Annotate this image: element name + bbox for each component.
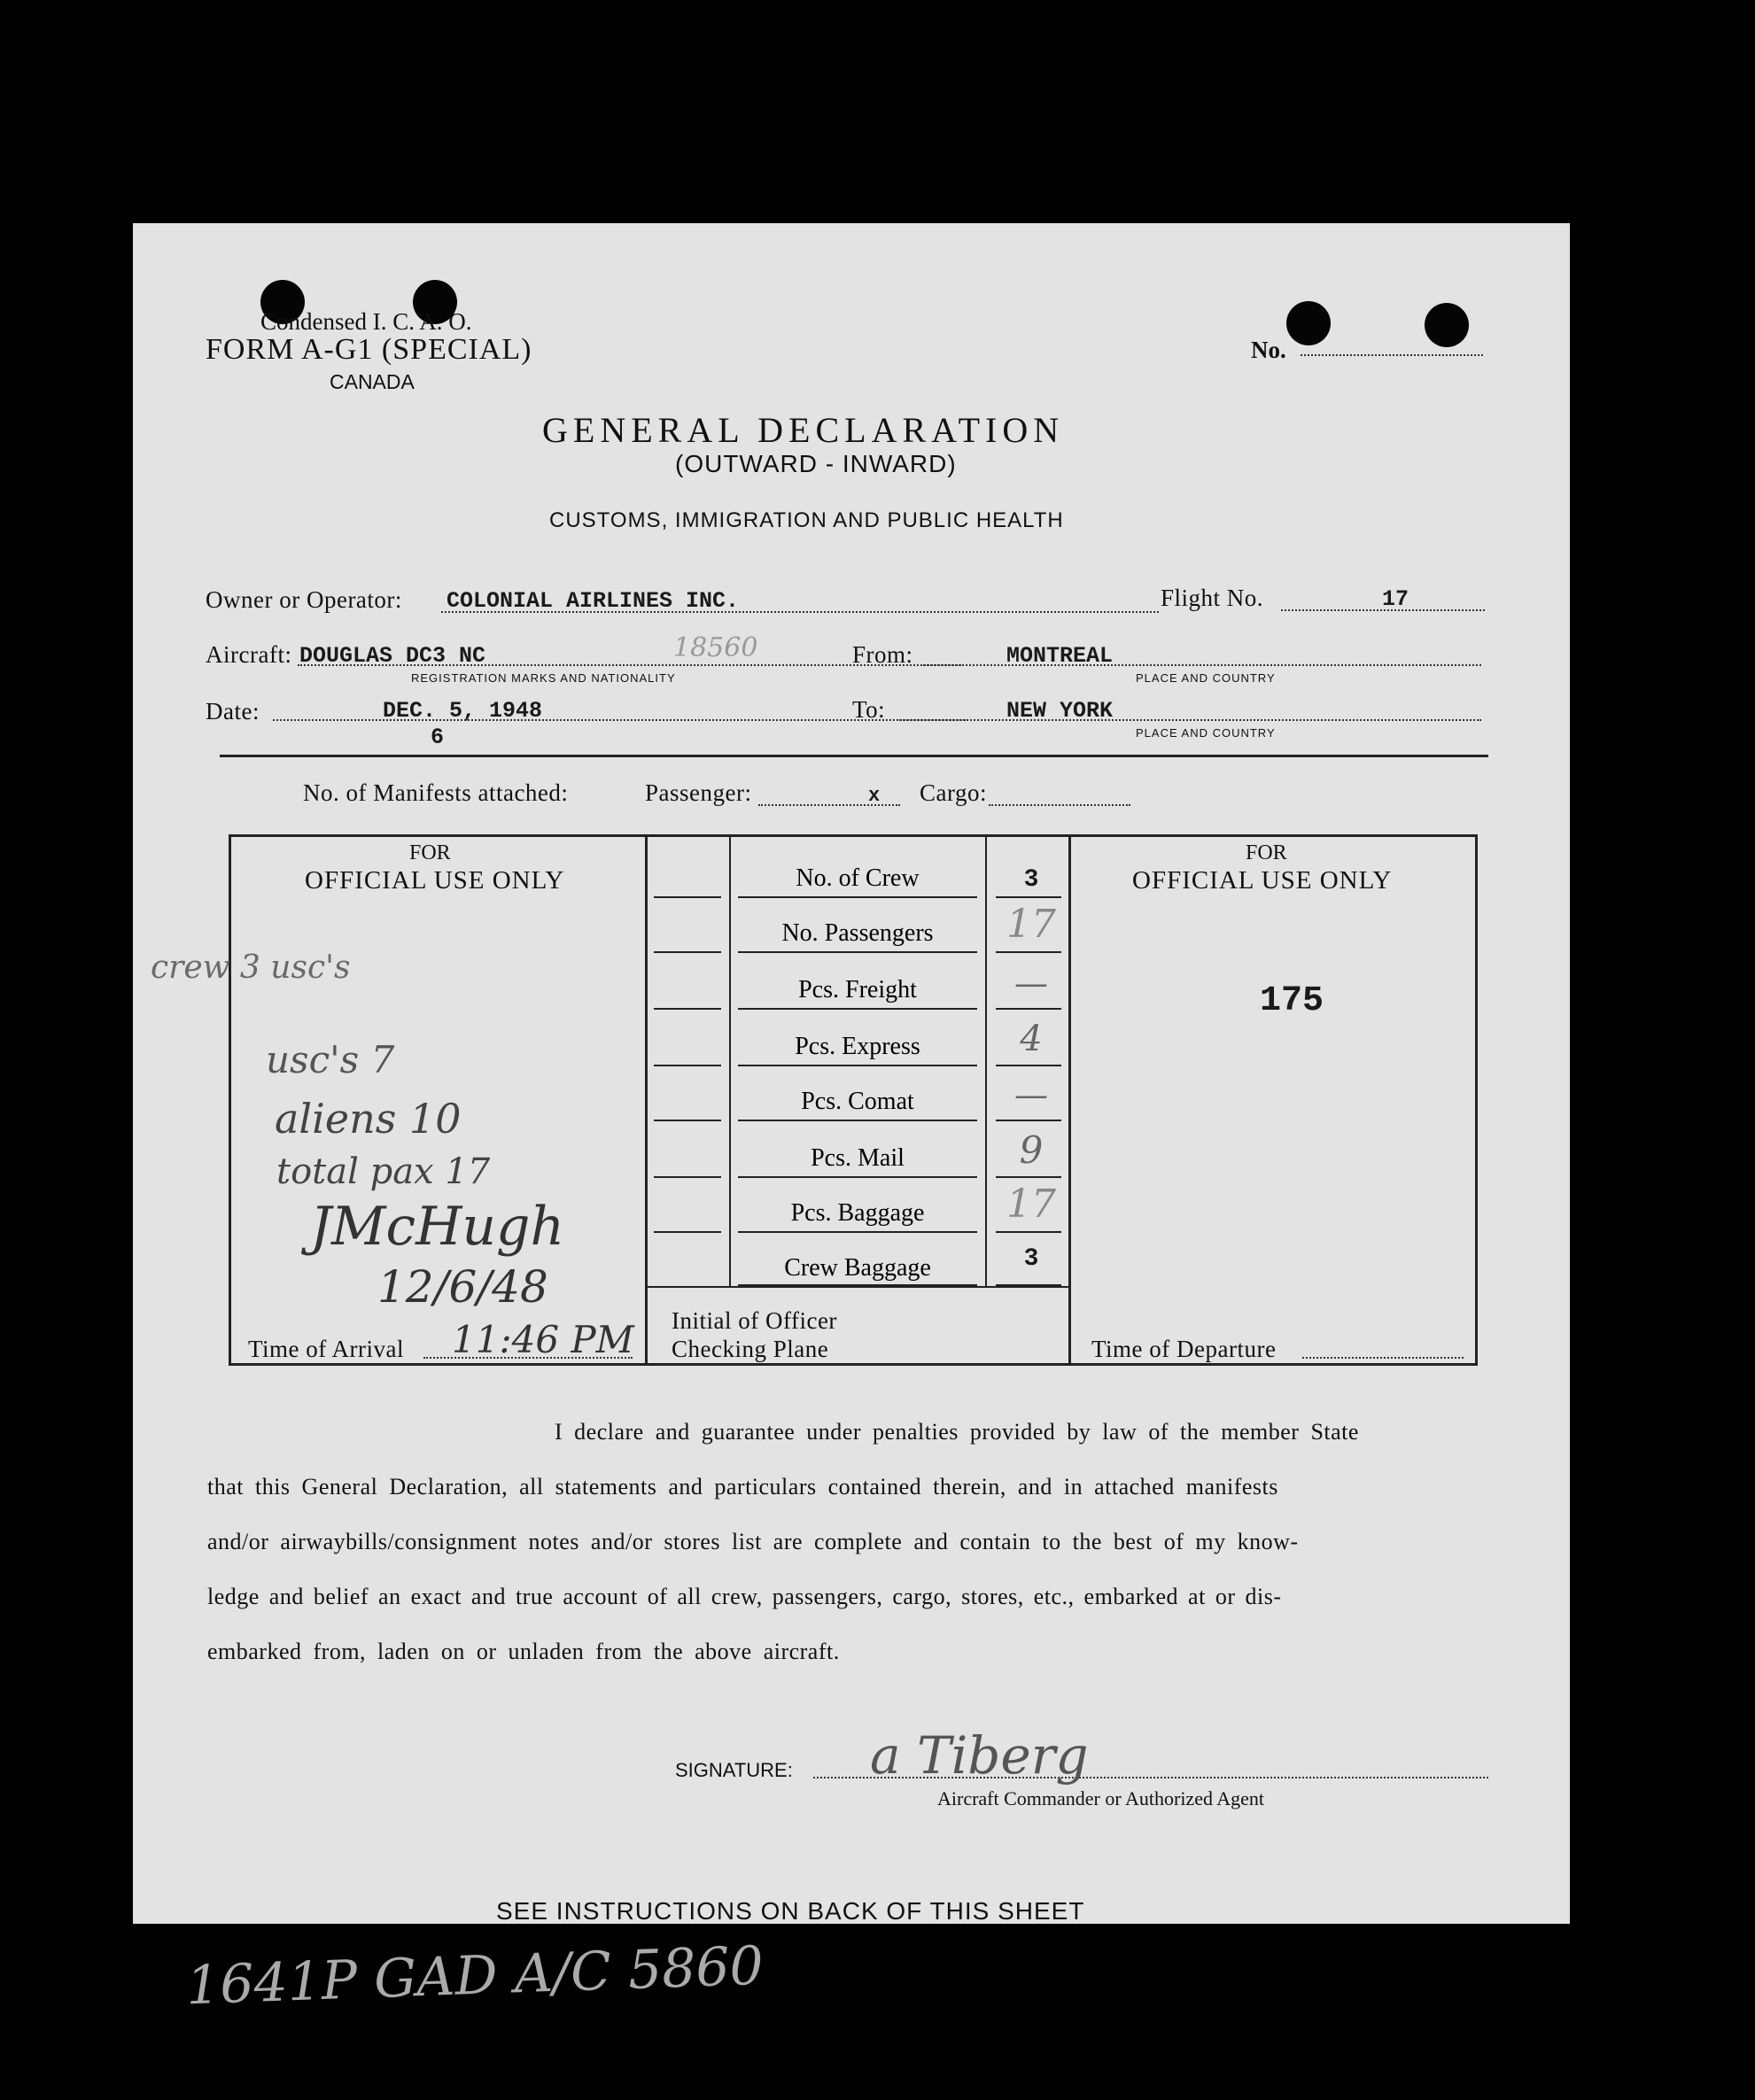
passenger-manifest-label: Passenger:: [645, 779, 752, 806]
owner-value[interactable]: COLONIAL AIRLINES INC.: [447, 588, 740, 614]
flight-value[interactable]: 17: [1382, 586, 1409, 612]
aircraft-label: Aircraft:: [206, 641, 292, 668]
instructions-footer: SEE INSTRUCTIONS ON BACK OF THIS SHEET: [496, 1897, 1085, 1925]
row-value-crew-baggage[interactable]: 3: [1023, 1245, 1039, 1273]
row-underline: [738, 1284, 977, 1286]
aircraft-value[interactable]: DOUGLAS DC3 NC: [299, 643, 486, 669]
row-label-express: Pcs. Express: [795, 1033, 920, 1060]
cargo-manifest-label: Cargo:: [920, 779, 987, 806]
row-value-comat[interactable]: —: [1014, 1075, 1048, 1114]
footer-handwriting: 1641P GAD A/C 5860: [184, 1934, 765, 2018]
owner-label: Owner or Operator:: [206, 586, 402, 613]
arrival-value[interactable]: 11:46 PM: [452, 1318, 634, 1361]
row-line-left: [654, 1008, 721, 1010]
no-label: No.: [1251, 337, 1286, 363]
row-line-left: [654, 1176, 721, 1178]
punch-hole: [1425, 303, 1469, 347]
row-label-crew-baggage: Crew Baggage: [784, 1254, 931, 1282]
declaration-line-1: I declare and guarantee under penalties provided by law of the member State: [555, 1419, 1359, 1445]
registration-caption: REGISTRATION MARKS AND NATIONALITY: [411, 671, 676, 685]
from-label: From:: [852, 641, 913, 668]
row-value-freight[interactable]: —: [1014, 964, 1048, 1003]
row-label-crew: No. of Crew: [796, 864, 920, 892]
row-value-underline: [996, 1120, 1061, 1121]
signature-label: SIGNATURE:: [675, 1759, 793, 1781]
punch-hole: [1286, 301, 1331, 345]
table-divider-inner-left: [729, 836, 731, 1286]
form-number: FORM A-G1 (SPECIAL): [206, 333, 532, 366]
left-official-label: OFFICIAL USE ONLY: [305, 866, 565, 895]
row-underline: [738, 1065, 977, 1066]
row-underline: [738, 951, 977, 953]
row-line-left: [654, 1231, 721, 1233]
document-purpose: CUSTOMS, IMMIGRATION AND PUBLIC HEALTH: [549, 508, 1064, 532]
cargo-manifest-line: [989, 804, 1130, 806]
aircraft-handwritten: 18560: [673, 632, 758, 663]
to-line: [897, 719, 1481, 721]
passenger-manifest-mark: x: [868, 785, 881, 807]
left-for-label: FOR: [409, 841, 451, 864]
row-value-passengers[interactable]: 17: [1006, 902, 1056, 947]
to-place-caption: PLACE AND COUNTRY: [1136, 726, 1276, 740]
row-line-left: [654, 1120, 721, 1121]
declaration-line-5: embarked from, laden on or unladen from the above aircraft.: [207, 1639, 840, 1664]
declaration-line-4: ledge and belief an exact and true account of all crew, passengers, cargo, stores, etc., embarked at or dis-: [207, 1584, 1282, 1609]
section-divider: [220, 755, 1488, 757]
row-value-express[interactable]: 4: [1020, 1019, 1043, 1059]
row-line-left: [654, 896, 721, 898]
note-aliens: aliens 10: [275, 1095, 462, 1143]
signature-caption: Aircraft Commander or Authorized Agent: [937, 1787, 1265, 1809]
checking-plane-label: Checking Plane: [672, 1336, 829, 1362]
table-rows-bottom: [648, 1286, 1068, 1288]
row-line-left: [654, 1065, 721, 1066]
row-underline: [738, 1176, 977, 1178]
row-value-baggage[interactable]: 17: [1006, 1182, 1056, 1227]
right-official-number: 175: [1260, 981, 1324, 1021]
country-label: CANADA: [330, 370, 415, 393]
document-title: GENERAL DECLARATION: [542, 410, 1065, 450]
row-label-freight: Pcs. Freight: [798, 976, 917, 1004]
form-sheet: [133, 223, 1570, 2018]
to-label: To:: [852, 696, 886, 723]
note-crew: crew 3 usc's: [151, 949, 351, 986]
note-date: 12/6/48: [377, 1261, 548, 1313]
date-label: Date:: [206, 698, 260, 725]
row-underline: [738, 1120, 977, 1121]
row-value-underline: [996, 1008, 1061, 1010]
row-value-underline: [996, 1065, 1061, 1066]
table-divider-right: [1068, 836, 1071, 1366]
condensed-icao-label: Condensed I. C. A. O.: [260, 308, 472, 335]
right-for-label: FOR: [1246, 841, 1287, 864]
date-value[interactable]: DEC. 5, 1948: [383, 698, 543, 724]
row-label-comat: Pcs. Comat: [801, 1088, 914, 1115]
no-line: [1301, 354, 1483, 356]
to-value[interactable]: NEW YORK: [1006, 698, 1114, 724]
date-correction: 6: [431, 725, 445, 750]
signature-value[interactable]: a Tiberg: [870, 1725, 1089, 1786]
row-line-left: [654, 951, 721, 953]
document-subtitle: (OUTWARD - INWARD): [675, 450, 957, 477]
from-place-caption: PLACE AND COUNTRY: [1136, 671, 1276, 685]
row-value-underline: [996, 951, 1061, 953]
row-value-underline: [996, 896, 1061, 898]
departure-label: Time of Departure: [1091, 1336, 1277, 1362]
manifests-label: No. of Manifests attached:: [303, 779, 569, 806]
row-underline: [738, 1231, 977, 1233]
arrival-label: Time of Arrival: [248, 1336, 404, 1362]
right-official-label: OFFICIAL USE ONLY: [1132, 866, 1393, 895]
declaration-line-3: and/or airwaybills/consignment notes and/or stores list are complete and contain to the best of my know-: [207, 1529, 1299, 1554]
row-underline: [738, 1008, 977, 1010]
table-divider-inner-right: [985, 836, 987, 1286]
row-label-passengers: No. Passengers: [781, 919, 934, 947]
note-usc: usc's 7: [266, 1038, 395, 1081]
row-value-underline: [996, 1231, 1061, 1233]
row-label-baggage: Pcs. Baggage: [790, 1199, 925, 1227]
flight-label: Flight No.: [1161, 585, 1264, 611]
departure-line: [1302, 1357, 1464, 1359]
row-value-underline: [996, 1284, 1061, 1286]
note-total: total pax 17: [276, 1151, 491, 1192]
from-value[interactable]: MONTREAL: [1006, 643, 1114, 669]
row-label-mail: Pcs. Mail: [811, 1144, 905, 1172]
row-value-mail[interactable]: 9: [1019, 1128, 1044, 1172]
note-officer: JMcHugh: [310, 1196, 565, 1258]
row-value-underline: [996, 1176, 1061, 1178]
row-value-crew[interactable]: 3: [1023, 866, 1039, 894]
row-underline: [738, 896, 977, 898]
initial-officer-label: Initial of Officer: [672, 1307, 837, 1334]
declaration-line-2: that this General Declaration, all statements and particulars contained therein, and in attached manifests: [207, 1474, 1278, 1499]
